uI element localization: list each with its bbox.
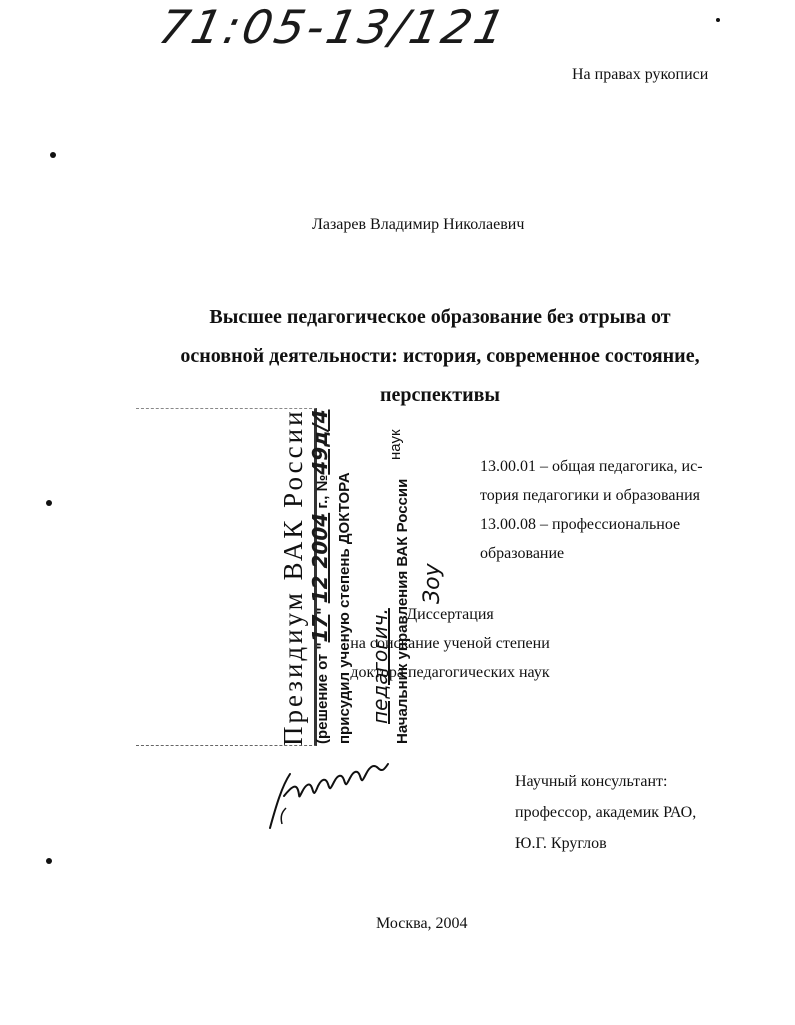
- stamp-decision-number: 49д/4: [308, 409, 332, 475]
- specialty-line: 13.00.01 – общая педагогика, ис-: [480, 458, 703, 475]
- stamp-decision-suffix: г., №: [314, 474, 331, 513]
- scan-speck: [46, 858, 52, 864]
- scan-speck: [46, 500, 52, 506]
- title-line: основной деятельности: история, современное состояние,: [180, 345, 700, 367]
- stamp-decision-prefix: (решение от ": [314, 642, 331, 744]
- stamp-line-presidium: Президиум ВАК России: [278, 408, 308, 746]
- vak-stamp: [132, 398, 445, 750]
- stamp-decision-day: 17: [308, 614, 332, 643]
- title-line: перспективы: [379, 384, 501, 406]
- scan-speck: [50, 152, 56, 158]
- stamp-nauk: наук: [387, 429, 404, 460]
- degree-statement: [330, 600, 570, 687]
- stamp-decision-month: 12 2004: [308, 512, 332, 604]
- stamp-decision-mid: ": [314, 603, 331, 615]
- degree-line: Диссертация: [406, 606, 494, 623]
- author-name: Лазарев Владимир Николаевич: [312, 216, 525, 233]
- stamp-line-decision: [308, 409, 332, 744]
- rights-note: На правах рукописи: [572, 66, 709, 83]
- specialty-codes: [480, 452, 730, 568]
- consultant-line: Ю.Г. Круглов: [515, 835, 607, 852]
- archive-number: 71:05-13/121: [154, 0, 513, 54]
- scan-speck: [716, 18, 720, 22]
- degree-line: доктора педагогических наук: [350, 664, 550, 681]
- title-line: Высшее педагогическое образование без отрыва от: [209, 306, 671, 328]
- degree-line: на соискание ученой степени: [350, 635, 550, 652]
- specialty-line: тория педагогики и образования: [480, 487, 700, 504]
- consultant-line: Научный консультант:: [515, 773, 668, 790]
- stamp-line-head: Начальник управления ВАК России: [394, 478, 411, 744]
- author-signature: [262, 756, 392, 836]
- specialty-line: образование: [480, 545, 565, 562]
- stamp-signature-text: Зоу: [420, 563, 445, 604]
- consultant-line: профессор, академик РАО,: [515, 804, 697, 821]
- stamp-awarded-text: присудил ученую степень ДОКТОРА: [336, 472, 353, 744]
- stamp-line-awarded: [336, 472, 353, 744]
- stamp-field-handwritten: педагогич.: [368, 608, 392, 724]
- specialty-line: 13.00.08 – профессиональное: [480, 516, 681, 533]
- city-year: Москва, 2004: [376, 915, 468, 932]
- scientific-consultant: [515, 766, 696, 859]
